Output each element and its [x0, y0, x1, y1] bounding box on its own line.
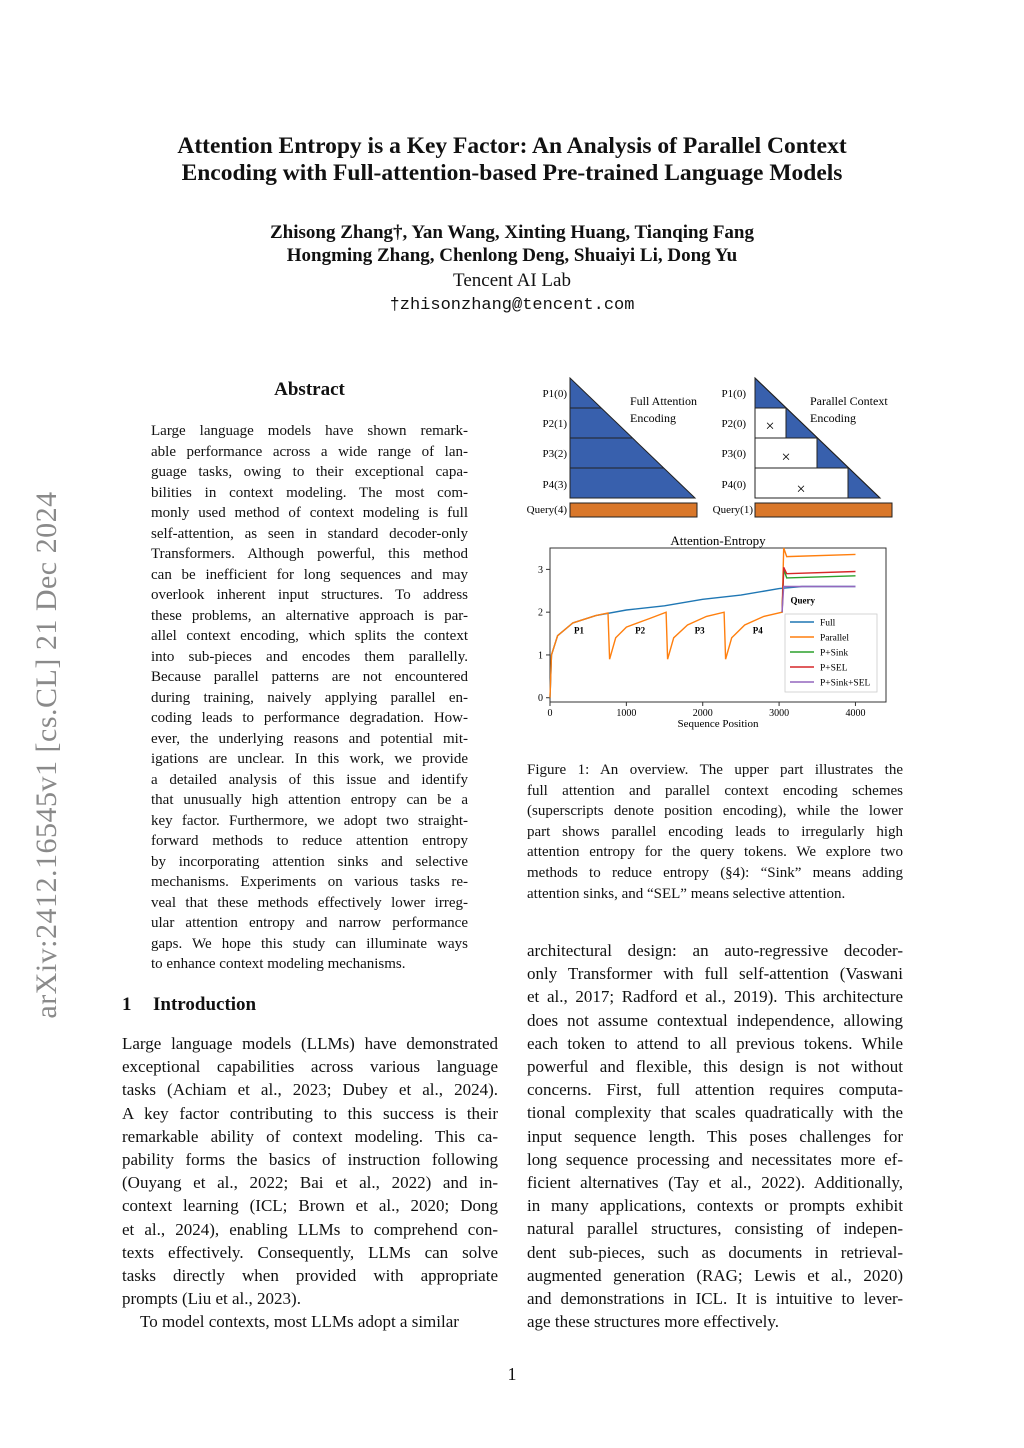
row-label: P2(0)	[721, 418, 746, 430]
body-line: To model contexts, most LLMs adopt a similar	[140, 1312, 459, 1332]
section-heading: Introduction	[153, 994, 257, 1015]
chart-legend	[785, 614, 877, 692]
abstract-line: Large language models have shown remark-	[151, 423, 468, 439]
abstract-line: guage tasks, owing to their exceptional capa-	[151, 464, 468, 480]
legend-label: Parallel	[820, 633, 850, 644]
body-line: and demonstrations in ICL. It is intuitive to lever-	[527, 1289, 903, 1308]
abstract-line: ular attention entropy and narrow performance	[151, 915, 468, 931]
caption-line: attention sinks, and “SEL” means selective attention.	[527, 885, 846, 902]
row-label: P1(0)	[542, 388, 567, 400]
entropy-chart	[538, 533, 886, 730]
paper-title-line-1: Attention Entropy is a Key Factor: An Analysis of Parallel Context	[177, 133, 847, 159]
x-tick-label: 3000	[769, 708, 790, 719]
chart-annotation: P1	[574, 625, 585, 636]
legend-label: Full	[820, 618, 836, 629]
chart-title: Attention-Entropy	[670, 533, 766, 548]
body-line: pability forms the basics of instruction following	[122, 1150, 498, 1169]
body-line: context learning (ICL; Brown et al., 2020; Dong	[122, 1196, 498, 1216]
abstract-line: ever, the underlying reasons and potential mit-	[151, 730, 468, 747]
body-line: dent sub-pieces, such as documents in retrieval-	[527, 1242, 903, 1262]
body-line: augmented generation (RAG; Lewis et al., 2020)	[527, 1265, 903, 1285]
abstract-line: self-attention, as seen in standard decoder-only	[151, 525, 468, 542]
row-label: P2(1)	[542, 418, 567, 430]
abstract-line: by incorporating attention sinks and selective	[151, 853, 468, 870]
abstract-line: during training, naively applying parallel en-	[151, 689, 468, 706]
diagram-title-line-2: Encoding	[810, 411, 856, 425]
x-tick-label: 4000	[845, 708, 866, 719]
figure-1	[520, 370, 910, 730]
legend-label: P+SEL	[820, 663, 848, 674]
body-line: natural parallel structures, consisting of indepen-	[527, 1219, 903, 1239]
abstract-line: overlook inherent input structures. To address	[151, 587, 468, 603]
body-line: long sequence processing and necessitates more ef-	[527, 1149, 903, 1169]
abstract-line: bilities in context modeling. The most com-	[151, 484, 468, 501]
affiliation: Tencent AI Lab	[453, 270, 571, 291]
abstract-line: veal that these methods effectively lower irreg-	[151, 894, 468, 911]
chart-annotation: Query	[790, 595, 816, 606]
abstract-line: Transformers. Although powerful, this method	[151, 546, 468, 562]
row-label: Query(1)	[712, 504, 753, 516]
x-tick-label: 2000	[692, 708, 713, 719]
abstract-line: mechanisms. Experiments on various tasks re-	[151, 874, 468, 890]
diagram-title-line-1: Parallel Context	[810, 394, 888, 408]
cross-mark: ×	[781, 449, 791, 466]
masked-block	[818, 468, 849, 498]
page-number: 1	[507, 1364, 517, 1384]
abstract-line: allel context encoding, which splits the context	[151, 628, 468, 644]
x-tick-label: 1000	[616, 708, 637, 719]
body-line: A key factor contributing to this success is their	[122, 1103, 498, 1123]
abstract-line: these problems, an alternative approach is par-	[151, 607, 468, 624]
chart-annotation: P2	[635, 625, 646, 636]
abstract-line: monly used method of context modeling is full	[151, 505, 468, 521]
authors-line-1: Zhisong Zhang†, Yan Wang, Xinting Huang, Tianqing Fang	[269, 222, 754, 243]
body-line: et al., 2024), enabling LLMs to comprehend con-	[122, 1219, 498, 1239]
caption-line: Figure 1: An overview. The upper part illustrates the	[527, 762, 903, 778]
abstract-line: to enhance context modeling mechanisms.	[151, 956, 406, 972]
body-line: (Ouyang et al., 2022; Bai et al., 2022) and in-	[122, 1173, 498, 1193]
body-line: architectural design: an auto-regressive decoder-	[527, 941, 903, 960]
parallel-context-diagram	[713, 378, 892, 517]
body-line: remarkable ability of context modeling. This ca-	[122, 1126, 498, 1146]
body-line: et al., 2017; Radford et al., 2019). This architecture	[527, 987, 903, 1007]
row-label: P3(2)	[542, 448, 567, 460]
abstract-line: coding leads to performance degradation. How-	[151, 710, 468, 726]
legend-label: P+Sink+SEL	[820, 678, 871, 689]
body-line: texts effectively. Consequently, LLMs can solve	[122, 1242, 498, 1262]
y-tick-label: 1	[538, 650, 543, 662]
row-label: P4(3)	[542, 479, 567, 491]
chart-annotation: P4	[752, 625, 763, 636]
abstract-line: key factor. Furthermore, we adopt two straight-	[151, 812, 468, 829]
abstract-line: able performance across a wide range of lan-	[151, 443, 468, 460]
cross-mark: ×	[796, 481, 806, 498]
body-line: each token to attend to all previous tokens. While	[527, 1033, 903, 1053]
caption-line: methods to reduce entropy (§4): “Sink” means adding	[527, 865, 903, 881]
full-attention-diagram	[527, 378, 697, 517]
body-line: only Transformer with full self-attention (Vaswani	[527, 964, 903, 984]
body-line: exceptional capabilities across various language	[122, 1057, 498, 1077]
row-label: P1(0)	[721, 388, 746, 400]
row-label: Query(4)	[526, 504, 567, 516]
caption-line: part shows parallel encoding leads to irregularly high	[527, 823, 903, 840]
body-line: concerns. First, full attention requires computa-	[527, 1080, 903, 1100]
body-line: powerful and flexible, this design is not without	[527, 1057, 903, 1076]
y-tick-label: 2	[538, 607, 543, 619]
row-label: P4(0)	[721, 479, 746, 491]
author-email[interactable]: †zhisonzhang@tencent.com	[389, 296, 635, 315]
body-line: tional complexity that scales quadratically with the	[527, 1103, 903, 1123]
x-tick-label: 0	[547, 708, 553, 719]
abstract-line: into sub-pieces and encodes them parallelly.	[151, 648, 468, 665]
body-line: age these structures more effectively.	[527, 1312, 780, 1332]
y-tick-label: 0	[538, 693, 543, 705]
abstract-line: gaps. We hope this study can illuminate ways	[151, 935, 468, 952]
section-number: 1	[122, 994, 132, 1015]
body-line: prompts (Liu et al., 2023).	[122, 1289, 301, 1309]
body-line: input sequence length. This poses challenges for	[527, 1126, 903, 1146]
row-label: P3(0)	[721, 448, 746, 460]
paper-title-line-2: Encoding with Full-attention-based Pre-trained Language Models	[181, 160, 843, 186]
body-line: tasks (Achiam et al., 2023; Dubey et al., 2024).	[122, 1080, 498, 1100]
abstract-line: Because parallel patterns are not encountered	[151, 669, 468, 685]
body-line: Large language models (LLMs) have demonstrated	[122, 1034, 498, 1053]
caption-line: attention entropy for the query tokens. We explore two	[527, 844, 903, 861]
abstract-line: a detailed analysis of this issue and identify	[151, 771, 468, 788]
y-tick-label: 3	[538, 564, 543, 576]
authors-line-2: Hongming Zhang, Chenlong Deng, Shuaiyi Li, Dong Yu	[286, 245, 738, 266]
abstract-line: forward methods to reduce attention entropy	[151, 833, 468, 849]
caption-line: (superscripts denote position encoding), while the lower	[527, 803, 903, 820]
diagram-title-line-2: Encoding	[630, 411, 676, 425]
body-line: ficient alternatives (Tay et al., 2022). Additionally,	[527, 1173, 903, 1192]
caption-line: full attention and parallel context encoding schemes	[527, 782, 903, 799]
x-axis-label: Sequence Position	[677, 718, 759, 730]
query-bar	[570, 503, 697, 517]
chart-annotation: P3	[694, 625, 705, 636]
body-line: in many applications, contexts or prompts exhibit	[527, 1196, 903, 1216]
abstract-heading: Abstract	[274, 379, 345, 400]
legend-label: P+Sink	[820, 648, 849, 659]
abstract-line: can be inefficient for long sequences and may	[151, 566, 468, 583]
body-line: does not assume contextual independence, allowing	[527, 1010, 903, 1030]
query-bar	[755, 503, 892, 517]
body-line: tasks directly when provided with appropriate	[122, 1266, 498, 1285]
arxiv-stamp: arXiv:2412.16545v1 [cs.CL] 21 Dec 2024	[30, 491, 63, 1019]
abstract-line: that unusually high attention entropy can be a	[151, 792, 468, 808]
abstract-line: igations are unclear. In this work, we provide	[151, 751, 468, 767]
cross-mark: ×	[765, 418, 775, 435]
diagram-title-line-1: Full Attention	[630, 394, 698, 408]
